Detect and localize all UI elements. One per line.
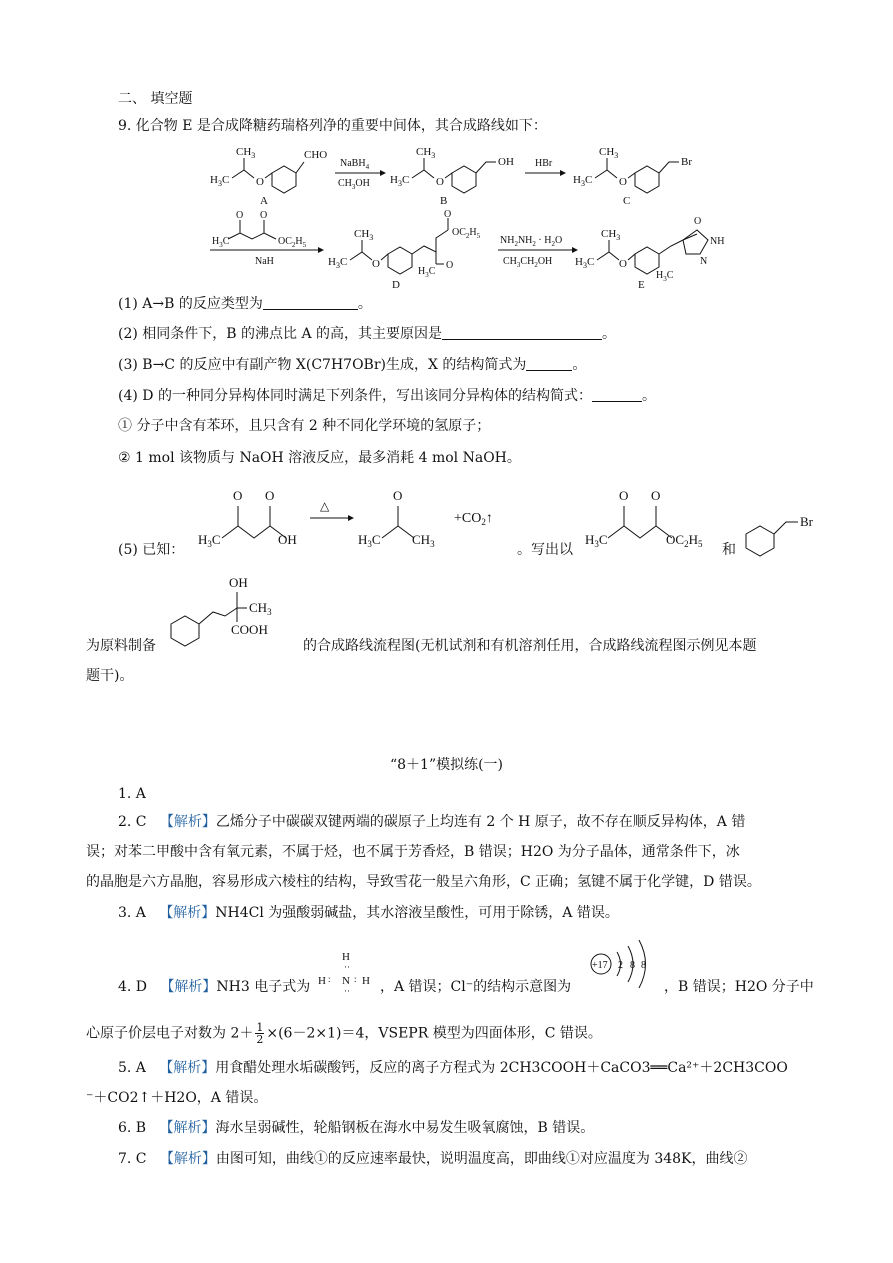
svg-text:Br: Br	[800, 514, 813, 529]
svg-text:O: O	[236, 210, 244, 221]
svg-text:O: O	[256, 176, 264, 188]
svg-text:CHO: CHO	[304, 149, 328, 161]
q9-part1-end: 。	[357, 296, 372, 312]
answer-2-number: 2. C	[118, 814, 147, 830]
svg-text:O: O	[260, 210, 268, 221]
answer-1: 1. A	[118, 786, 146, 802]
q9-part1-text: (1) A→B 的反应类型为	[118, 296, 263, 312]
svg-text:CH3: $CH_3$	[599, 146, 619, 160]
answer-3-number: 3. A	[118, 905, 146, 921]
svg-text:··: ··	[344, 986, 350, 996]
answer-blank-1[interactable]	[263, 295, 358, 310]
fraction-half	[255, 1022, 264, 1045]
q9-part5-and: 和	[722, 542, 736, 558]
svg-text:C: C	[623, 195, 631, 207]
svg-text:O: O	[619, 258, 627, 270]
answer-4-num: 4. D	[118, 979, 148, 995]
q9-part5-line2-post: 的合成路线流程图(无机试剂和有机溶剂任用，合成路线流程图示例见本题	[303, 638, 757, 654]
svg-text:NaH: NaH	[255, 256, 274, 267]
svg-text:OC2H5: $OC_2H_5$	[278, 236, 307, 249]
electron-shell-count: 8	[630, 960, 635, 971]
analysis-tag: 【解析】	[159, 1151, 216, 1167]
answer-4-line2-a: 心原子价层电子对数为 2＋	[86, 1025, 254, 1042]
answer-4-text-a: NH3 电子式为	[216, 979, 311, 995]
svg-text:H3C: $H_3C$	[358, 532, 381, 549]
svg-text:OH: OH	[498, 156, 514, 168]
answer-4-text-c: ，B 错误；H2O 分子中	[664, 979, 814, 995]
svg-text:O: O	[446, 260, 454, 271]
answer-blank-3[interactable]	[526, 356, 572, 371]
answer-4-line2-b: ×(6－2×1)＝4，VSEPR 模型为四面体形，C 错误。	[266, 1025, 602, 1042]
svg-text:O: O	[393, 488, 403, 503]
svg-text:O: O	[265, 488, 275, 503]
svg-text:N: N	[700, 256, 708, 267]
svg-text:H3C: $H_3C$	[328, 256, 348, 270]
synthesis-scheme-row2	[200, 208, 760, 290]
svg-text:OC2H5: $OC_2H_5$	[452, 227, 481, 240]
answer-5-number: 5. A	[118, 1060, 146, 1076]
svg-text:COOH: COOH	[231, 622, 268, 637]
answer-7-number: 7. C	[118, 1151, 147, 1167]
svg-text:D: D	[392, 279, 400, 290]
svg-text:H: H	[318, 975, 326, 987]
svg-text:A: A	[260, 195, 268, 207]
svg-text:CH3: $CH_3$	[249, 600, 272, 617]
svg-text:H3C: $H_3C$	[390, 174, 410, 188]
answer-2-line3: 的晶胞是六方晶胞，容易形成六棱柱的结构，导致雪花一般呈六角形，C 正确；氢键不属于化学键，D 错误。	[86, 874, 761, 890]
q9-part4	[118, 386, 656, 406]
analysis-tag: 【解析】	[159, 814, 216, 830]
question-9-intro: 9. 化合物 E 是合成降糖药瑞格列净的重要中间体，其合成路线如下：	[118, 118, 547, 134]
analysis-tag: 【解析】	[159, 1060, 216, 1076]
svg-text:E: E	[638, 279, 645, 290]
answer-6-number: 6. B	[118, 1120, 147, 1136]
svg-text:H3C: $H_3C$	[575, 256, 595, 270]
answer-blank-4[interactable]	[592, 387, 642, 402]
svg-text:H: H	[362, 975, 370, 987]
q9-part2-text: (2) 相同条件下，B 的沸点比 A 的高，其主要原因是	[118, 326, 443, 342]
answer-2-text-1: 乙烯分子中碳碳双键两端的碳原子上均连有 2 个 H 原子，故不存在顺反异构体，A 错	[215, 814, 746, 830]
svg-text:O: O	[619, 488, 629, 503]
compound-B	[390, 146, 514, 207]
compound-E	[575, 216, 724, 290]
svg-text:N: N	[342, 975, 350, 987]
answer-6-text: 海水呈弱碱性，轮船钢板在海水中易发生吸氧腐蚀，B 错误。	[215, 1120, 595, 1136]
svg-text::: :	[354, 974, 357, 984]
q9-part3-end: 。	[572, 357, 587, 373]
analysis-tag: 【解析】	[160, 979, 217, 995]
analysis-tag: 【解析】	[159, 905, 216, 921]
cl-ion-structure-diagram	[584, 936, 664, 994]
svg-text:O: O	[694, 216, 702, 227]
compound-A	[210, 146, 327, 207]
condition-1: ① 分子中含有苯环，且只含有 2 种不同化学环境的氢原子；	[118, 418, 491, 434]
answer-5-line1	[118, 1058, 788, 1078]
svg-text:O: O	[372, 258, 380, 270]
answer-2-line1	[118, 812, 745, 832]
svg-text:CH3CH2OH: $CH_3CH_2OH$	[503, 256, 553, 269]
answer-4-text-b: ，A 错误；Cl⁻的结构示意图为	[380, 979, 572, 995]
compound-C	[573, 146, 692, 207]
q9-part1	[118, 294, 372, 314]
svg-text:H3C: $H_3C$	[418, 266, 436, 279]
q9-part2-end: 。	[602, 326, 617, 342]
q9-part5-label: (5) 已知：	[118, 542, 185, 558]
q9-part4-end: 。	[641, 388, 656, 404]
svg-text:NH2NH2 · H2O: $NH_2NH_2 \cdot H_2O$	[500, 235, 563, 248]
synthesis-scheme-row1	[200, 140, 760, 210]
svg-text:O: O	[619, 176, 627, 188]
electron-shell-count: 2	[618, 960, 623, 971]
svg-text::: :	[328, 974, 331, 984]
svg-text:HBr: HBr	[535, 158, 553, 169]
svg-text:O: O	[444, 209, 452, 220]
answer-5-line2: ⁻＋CO2↑＋H2O，A 错误。	[86, 1090, 268, 1106]
nh3-electron-formula	[318, 948, 380, 998]
answer-4-number	[118, 977, 310, 997]
section-heading: 二、 填空题	[118, 91, 193, 107]
svg-text:H: H	[342, 951, 350, 963]
svg-text:H3C: $H_3C$	[656, 270, 674, 283]
svg-text:CH3: $CH_3$	[601, 228, 621, 242]
svg-text:CH3OH: $CH_3OH$	[338, 178, 370, 191]
q9-part5-line2-pre: 为原料制备	[86, 638, 156, 654]
answer-5-text-1: 用食醋处理水垢碳酸钙，反应的离子方程式为 2CH3COOH＋CaCO3══Ca²⁺＋2CH3COO	[215, 1060, 788, 1076]
q9-part5-line3: 题干)。	[86, 668, 134, 684]
q9-part4-text: (4) D 的一种同分异构体同时满足下列条件，写出该同分异构体的结构简式：	[118, 388, 592, 404]
svg-text:OC2H5: $OC_2H_5$	[666, 532, 703, 549]
answer-3	[118, 903, 619, 923]
svg-text:H3C: $H_3C$	[210, 174, 230, 188]
svg-text:OH: OH	[229, 575, 248, 590]
svg-text:··: ··	[344, 962, 350, 972]
analysis-tag: 【解析】	[159, 1120, 216, 1136]
answer-7-text: 由图可知，曲线①的反应速率最快，说明温度高，即曲线①对应温度为 348K，曲线②	[215, 1151, 748, 1167]
condition-2: ② 1 mol 该物质与 NaOH 溶液反应，最多消耗 4 mol NaOH。	[118, 450, 521, 466]
answer-3-text: NH4Cl 为强酸弱碱盐，其水溶液呈酸性，可用于除锈，A 错误。	[215, 905, 619, 921]
svg-text:CH3: $CH_3$	[416, 146, 436, 160]
svg-text:△: △	[320, 499, 330, 513]
svg-text:H3C: $H_3C$	[212, 236, 230, 249]
answer-2-line2: 误；对苯二甲酸中含有氧元素，不属于烃，也不属于芳香烃，B 错误；H2O 为分子晶体，通常条件下，冰	[86, 844, 740, 860]
q9-part2	[118, 324, 616, 344]
fraction-denominator: 2	[256, 1033, 264, 1046]
svg-text:CH3: $CH_3$	[412, 532, 435, 549]
svg-text:NaBH4: NaBH$_4$	[340, 158, 370, 171]
svg-text:O: O	[436, 176, 444, 188]
q9-part5-mid: 。写出以	[517, 542, 573, 558]
svg-text:H3C: $H_3C$	[198, 532, 221, 549]
svg-text:OH: OH	[278, 532, 297, 547]
svg-text:B: B	[440, 195, 448, 207]
target-molecule	[165, 572, 305, 662]
svg-text:O: O	[233, 488, 243, 503]
q9-part3-text: (3) B→C 的反应中有副产物 X(C7H7OBr)生成，X 的结构简式为	[118, 357, 527, 373]
answers-title: “8＋1”模拟练(一)	[389, 757, 504, 773]
svg-text:Br: Br	[681, 156, 692, 168]
fraction-numerator: 1	[256, 1021, 264, 1034]
svg-text:O: O	[651, 488, 661, 503]
compound-D	[328, 209, 481, 290]
answer-6	[118, 1118, 594, 1138]
q9-part3	[118, 355, 586, 375]
svg-text:+CO2↑: $+CO_2↑$	[454, 511, 493, 527]
svg-text:NH: NH	[710, 236, 725, 247]
svg-text:H3C: $H_3C$	[573, 174, 593, 188]
answer-blank-2[interactable]	[442, 325, 602, 340]
svg-text:CH3: $CH_3$	[354, 228, 374, 242]
svg-text:+17: +17	[592, 960, 608, 971]
answer-4-line2	[86, 1022, 602, 1045]
svg-text:H3C: $H_3C$	[585, 532, 608, 549]
electron-shell-count: 8	[641, 960, 646, 971]
svg-text:CH3: $CH_3$	[236, 146, 256, 160]
answer-7	[118, 1149, 748, 1169]
